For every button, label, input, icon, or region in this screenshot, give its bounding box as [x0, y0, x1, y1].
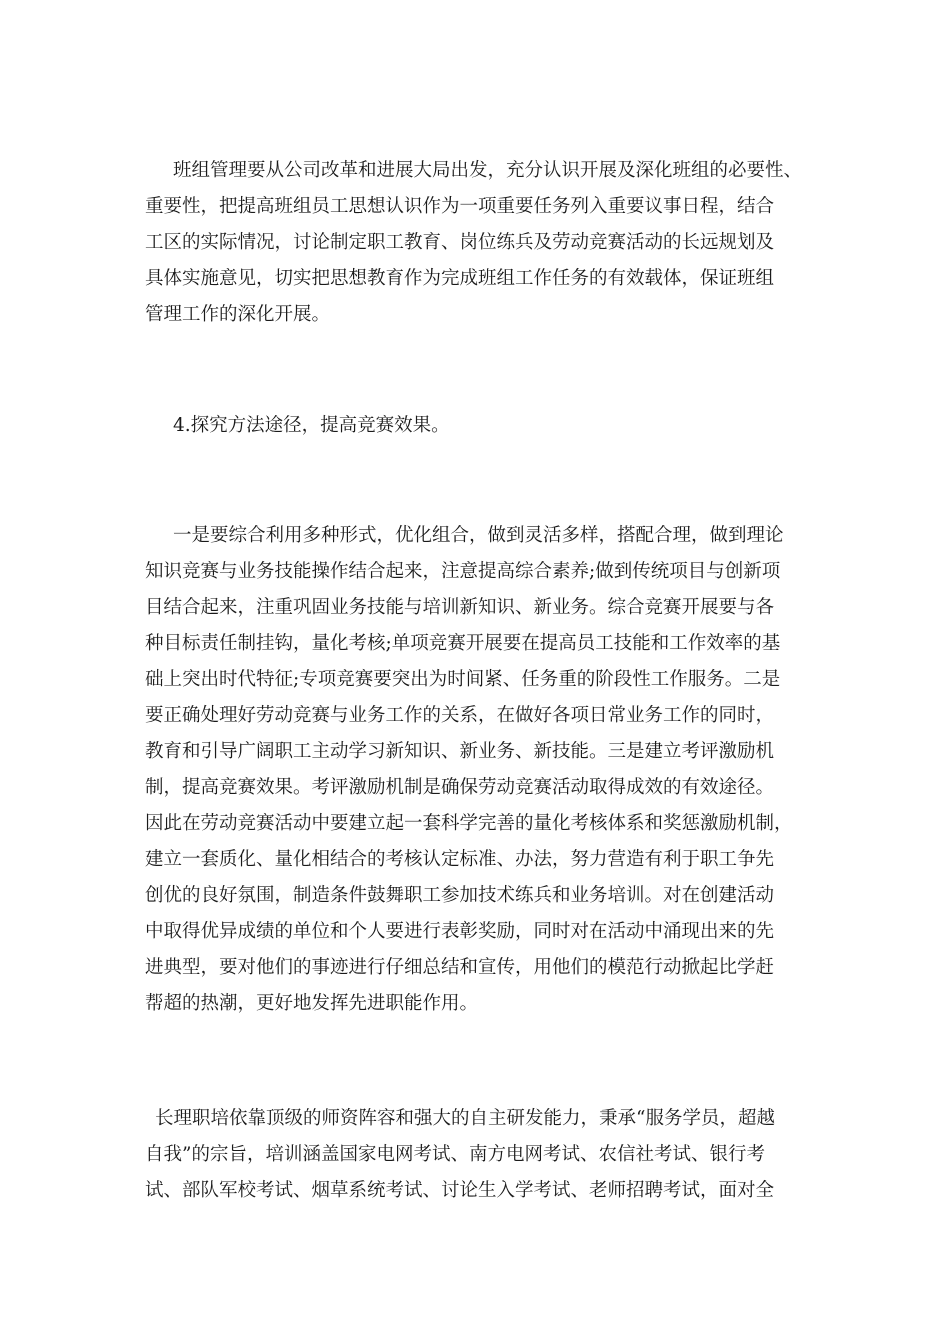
paragraph-line: 自我”的宗旨，培训涵盖国家电网考试、南方电网考试、农信社考试、银行考 — [145, 1144, 765, 1165]
paragraph-line: 种目标责任制挂钩，量化考核;单项竞赛开展要在提高员工技能和工作效率的基 — [145, 633, 781, 654]
paragraph-line: 试、部队军校考试、烟草系统考试、讨论生入学考试、老师招聘考试，面对全 — [145, 1180, 775, 1201]
paragraph-competition-methods — [145, 518, 825, 1022]
paragraph-line: 长理职培依靠顶级的师资阵容和强大的自主研发能力，秉承“服务学员，超越 — [155, 1108, 775, 1129]
paragraph-team-management — [145, 153, 825, 333]
paragraph-line: 要正确处理好劳动竞赛与业务工作的关系，在做好各项日常业务工作的同时， — [145, 705, 775, 726]
paragraph-line: 班组管理要从公司改革和进展大局出发，充分认识开展及深化班组的必要性、 — [173, 160, 803, 181]
paragraph-line: 目结合起来，注重巩固业务技能与培训新知识、新业务。综合竞赛开展要与各 — [145, 597, 775, 618]
paragraph-line: 建立一套质化、量化相结合的考核认定标准、办法，努力营造有利于职工争先 — [145, 849, 775, 870]
paragraph-line: 知识竞赛与业务技能操作结合起来，注意提高综合素养;做到传统项目与创新项 — [145, 561, 781, 582]
section-heading-text: 4.探究方法途径，提高竞赛效果。 — [173, 415, 450, 436]
paragraph-line: 制，提高竞赛效果。考评激励机制是确保劳动竞赛活动取得成效的有效途径。 — [145, 777, 775, 798]
paragraph-line: 工区的实际情况，讨论制定职工教育、岗位练兵及劳动竞赛活动的长远规划及 — [145, 232, 775, 253]
paragraph-line: 重要性，把提高班组员工思想认识作为一项重要任务列入重要议事日程，结合 — [145, 196, 775, 217]
paragraph-line: 中取得优异成绩的单位和个人要进行表彰奖励，同时对在活动中涌现出来的先 — [145, 921, 775, 942]
paragraph-line: 管理工作的深化开展。 — [145, 304, 331, 325]
section-heading-4 — [145, 408, 825, 444]
paragraph-line: 进典型，要对他们的事迹进行仔细总结和宣传，用他们的模范行动掀起比学赶 — [145, 957, 775, 978]
paragraph-line: 帮超的热潮，更好地发挥先进职能作用。 — [145, 993, 479, 1014]
paragraph-line: 教育和引导广阔职工主动学习新知识、新业务、新技能。三是建立考评激励机 — [145, 741, 775, 762]
paragraph-line: 创优的良好氛围，制造条件鼓舞职工参加技术练兵和业务培训。对在创建活动 — [145, 885, 775, 906]
paragraph-line: 一是要综合利用多种形式，优化组合，做到灵活多样，搭配合理，做到理论 — [173, 525, 784, 546]
paragraph-training-intro — [145, 1101, 825, 1209]
paragraph-line: 础上突出时代特征;专项竞赛要突出为时间紧、任务重的阶段性工作服务。二是 — [145, 669, 781, 690]
paragraph-line: 具体实施意见，切实把思想教育作为完成班组工作任务的有效载体，保证班组 — [145, 268, 775, 289]
paragraph-line: 因此在劳动竞赛活动中要建立起一套科学完善的量化考核体系和奖惩激励机制， — [145, 813, 793, 834]
